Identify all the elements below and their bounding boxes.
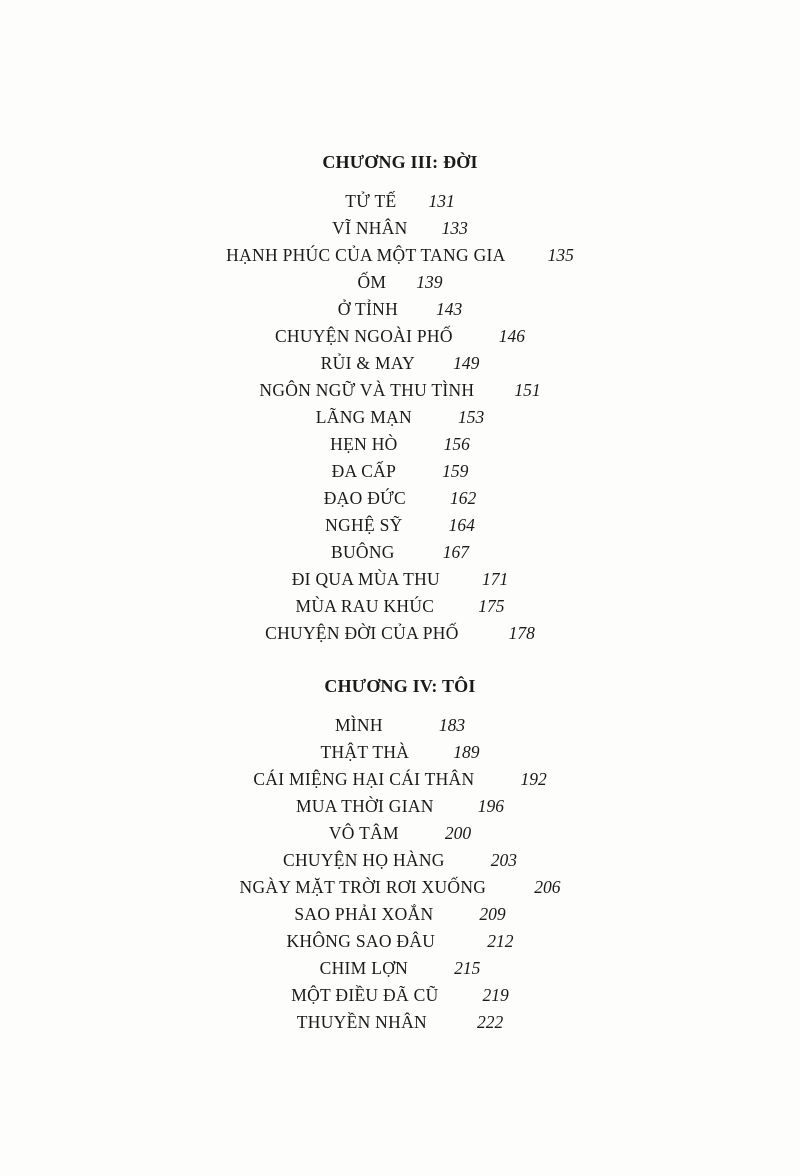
entry-title: RỦI & MAY [320,353,416,373]
entry-title: CHUYỆN ĐỜI CỦA PHỐ [265,623,459,643]
entry-page: 171 [482,569,509,589]
toc-entry [0,539,800,566]
chapter-heading: CHƯƠNG IV: TÔI [324,676,476,696]
entry-page: 146 [498,326,526,346]
entry-title: NGÔN NGỮ VÀ THU TÌNH [259,380,475,400]
toc-entry [0,982,800,1009]
entry-page: 203 [490,850,517,870]
entry-page: 167 [442,542,469,562]
toc-entry [0,593,800,620]
entry-title: NGHỆ SỸ [325,515,403,535]
entry-page: 133 [441,218,468,238]
entry-page: 139 [416,272,443,292]
entry-title: CHIM LỢN [319,958,409,978]
entry-page: 183 [438,715,466,735]
entry-title: NGÀY MẶT TRỜI RƠI XUỐNG [239,877,487,897]
toc-entry [0,269,800,296]
toc-entry [0,820,800,847]
entry-page: 200 [444,823,472,843]
toc-entry [0,404,800,431]
entry-title: TỬ TẾ [345,191,397,211]
entry-title: THẬT THÀ [320,742,410,762]
entry-page: 175 [478,596,505,616]
entry-title: MỘT ĐIỀU ĐÃ CŨ [291,985,439,1005]
entry-page: 131 [428,191,455,211]
toc-entry [0,377,800,404]
entry-page: 209 [479,904,506,924]
toc-entry [0,739,800,766]
entry-title: KHÔNG SAO ĐÂU [286,931,436,951]
toc-entry [0,296,800,323]
toc-entry [0,512,800,539]
entry-title: ỐM [357,272,387,292]
toc-entry [0,620,800,647]
entry-title: LÃNG MẠN [315,407,412,427]
entry-title: THUYỀN NHÂN [296,1012,427,1032]
toc-entry [0,431,800,458]
entry-title: BUÔNG [331,542,395,562]
entry-page: 153 [457,407,485,427]
entry-page: 149 [453,353,480,373]
toc-entry [0,847,800,874]
toc-entry [0,458,800,485]
toc-entry [0,874,800,901]
entry-title: Ở TỈNH [337,299,399,319]
entry-title: ĐA CẤP [331,461,397,481]
entry-title: ĐI QUA MÙA THU [291,569,440,589]
entry-page: 178 [508,623,535,643]
toc-entry [0,1009,800,1036]
toc-entry [0,955,800,982]
entry-title: MÌNH [334,715,383,735]
entry-title: MÙA RAU KHÚC [295,596,435,616]
entry-title: CHUYỆN NGOÀI PHỐ [274,326,453,346]
toc-entry [0,188,800,215]
entry-title: VÔ TÂM [328,823,399,843]
entry-page: 189 [453,742,480,762]
toc-entry [0,323,800,350]
entry-title: MUA THỜI GIAN [296,796,434,816]
entry-title: HẠNH PHÚC CỦA MỘT TANG GIA [226,245,506,265]
entry-page: 151 [514,380,541,400]
entry-title: HẸN HÒ [330,434,398,454]
entry-page: 219 [482,985,509,1005]
entry-page: 215 [454,958,481,978]
toc-entry [0,793,800,820]
entry-page: 143 [436,299,463,319]
entry-page: 159 [442,461,469,481]
entry-title: VĨ NHÂN [332,218,408,238]
toc-entry [0,901,800,928]
toc-entry [0,485,800,512]
entry-page: 192 [520,769,547,789]
entry-page: 222 [476,1012,504,1032]
toc-entry [0,928,800,955]
entry-title: CHUYỆN HỌ HÀNG [283,850,445,870]
entry-title: SAO PHẢI XOẮN [294,904,434,924]
entry-page: 162 [450,488,477,508]
entry-title: ĐẠO ĐỨC [323,488,407,508]
entry-page: 206 [534,877,561,897]
toc-entry [0,712,800,739]
chapter-heading: CHƯƠNG III: ĐỜI [322,152,478,172]
entry-page: 164 [448,515,475,535]
toc-entry [0,566,800,593]
entry-page: 156 [443,434,470,454]
toc-entry [0,242,800,269]
entry-title: CÁI MIỆNG HẠI CÁI THÂN [253,769,475,789]
toc-entry [0,766,800,793]
toc-entry [0,350,800,377]
entry-page: 196 [477,796,504,816]
entry-page: 212 [487,931,514,951]
entry-page: 135 [547,245,574,265]
toc-entry [0,215,800,242]
